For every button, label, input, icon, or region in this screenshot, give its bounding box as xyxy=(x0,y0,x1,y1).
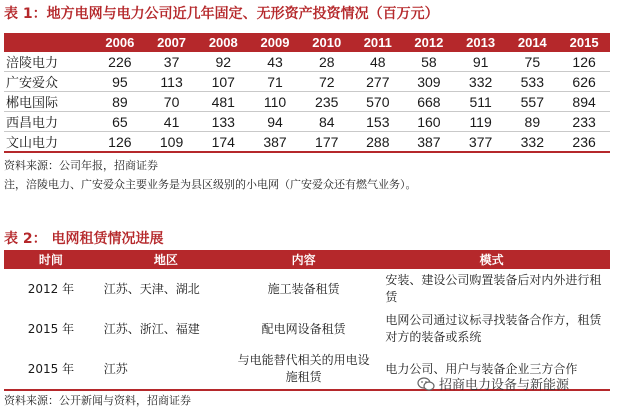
year-header: 2011 xyxy=(353,33,403,52)
company-header xyxy=(4,33,94,52)
watermark-text: 招商电力设备与新能源 xyxy=(439,378,570,393)
value-cell: 387 xyxy=(403,132,455,153)
table-row xyxy=(4,52,610,72)
company-name: 西昌电力 xyxy=(4,112,94,132)
time-cell: 2012 年 xyxy=(27,281,75,296)
value-cell: 113 xyxy=(146,72,198,92)
value-cell: 109 xyxy=(146,132,198,153)
value-cell: 481 xyxy=(197,92,249,112)
time-cell: 2015 年 xyxy=(27,321,75,336)
year-header: 2015 xyxy=(558,33,610,52)
value-cell: 72 xyxy=(301,72,353,92)
value-cell: 309 xyxy=(403,72,455,92)
mode-header: 模式 xyxy=(373,250,610,269)
value-cell: 94 xyxy=(249,112,301,132)
value-cell: 95 xyxy=(94,72,146,92)
value-cell: 226 xyxy=(94,52,146,72)
value-cell: 570 xyxy=(353,92,403,112)
value-cell: 89 xyxy=(506,112,558,132)
area-header: 地区 xyxy=(98,250,234,269)
table1-note: 注，涪陵电力、广安爱众主要业务是为县区级别的小电网（广安爱众还有燃气业务）。 xyxy=(4,178,417,191)
value-cell: 177 xyxy=(301,132,353,153)
value-cell: 110 xyxy=(249,92,301,112)
company-name: 广安爱众 xyxy=(4,72,94,92)
table2-title: 表 2： 电网租赁情况进展 xyxy=(4,231,164,247)
value-cell: 332 xyxy=(506,132,558,153)
value-cell: 288 xyxy=(353,132,403,153)
table-row xyxy=(4,92,610,112)
year-header: 2014 xyxy=(506,33,558,52)
value-cell: 626 xyxy=(558,72,610,92)
company-name: 郴电国际 xyxy=(4,92,94,112)
value-cell: 91 xyxy=(455,52,507,72)
value-cell: 84 xyxy=(301,112,353,132)
table1-title: 表 1：地方电网与电力公司近几年固定、无形资产投资情况（百万元） xyxy=(4,6,439,22)
table-row xyxy=(4,309,610,349)
company-name: 涪陵电力 xyxy=(4,52,94,72)
value-cell: 894 xyxy=(558,92,610,112)
value-cell: 174 xyxy=(197,132,249,153)
value-cell: 377 xyxy=(455,132,507,153)
value-cell: 107 xyxy=(197,72,249,92)
value-cell: 37 xyxy=(146,52,198,72)
leasing-table xyxy=(4,250,610,391)
watermark xyxy=(417,374,569,393)
value-cell: 153 xyxy=(353,112,403,132)
table-row xyxy=(4,112,610,132)
wechat-icon xyxy=(417,377,435,391)
company-name: 文山电力 xyxy=(4,132,94,153)
year-header: 2009 xyxy=(249,33,301,52)
value-cell: 668 xyxy=(403,92,455,112)
value-cell: 160 xyxy=(403,112,455,132)
area-cell: 江苏、浙江、福建 xyxy=(103,321,200,336)
value-cell: 235 xyxy=(301,92,353,112)
time-header: 时间 xyxy=(4,250,98,269)
year-header: 2006 xyxy=(94,33,146,52)
value-cell: 41 xyxy=(146,112,198,132)
value-cell: 75 xyxy=(506,52,558,72)
year-header: 2007 xyxy=(146,33,198,52)
value-cell: 387 xyxy=(249,132,301,153)
table-row xyxy=(4,132,610,153)
value-cell: 236 xyxy=(558,132,610,153)
table2-source: 资料来源：公开新闻与资料，招商证券 xyxy=(4,394,191,407)
content-cell: 配电网设备租赁 xyxy=(261,321,346,336)
time-cell: 2015 年 xyxy=(4,349,98,390)
value-cell: 48 xyxy=(353,52,403,72)
value-cell: 133 xyxy=(197,112,249,132)
value-cell: 332 xyxy=(455,72,507,92)
mode-cell: 安装、建设公司购置装备后对内外进行租赁 xyxy=(385,273,602,304)
area-cell: 江苏、天津、湖北 xyxy=(103,281,200,296)
value-cell: 233 xyxy=(558,112,610,132)
value-cell: 126 xyxy=(94,132,146,153)
value-cell: 65 xyxy=(94,112,146,132)
value-cell: 126 xyxy=(558,52,610,72)
value-cell: 557 xyxy=(506,92,558,112)
mode-cell: 电网公司通过议标寻找装备合作方，租赁对方的装备或系统 xyxy=(385,313,602,344)
value-cell: 119 xyxy=(455,112,507,132)
value-cell: 58 xyxy=(403,52,455,72)
area-cell: 江苏 xyxy=(98,349,234,390)
value-cell: 70 xyxy=(146,92,198,112)
value-cell: 533 xyxy=(506,72,558,92)
investment-table xyxy=(4,33,610,153)
content-cell: 与电能替代相关的用电设施租赁 xyxy=(234,349,373,390)
table-row xyxy=(4,72,610,92)
value-cell: 43 xyxy=(249,52,301,72)
mode-cell: 电力公司、用户与装备企业三方合作 xyxy=(373,349,610,390)
value-cell: 277 xyxy=(353,72,403,92)
value-cell: 71 xyxy=(249,72,301,92)
year-header: 2012 xyxy=(403,33,455,52)
year-header: 2013 xyxy=(455,33,507,52)
table1-source: 资料来源：公司年报，招商证券 xyxy=(4,159,158,172)
table-header-row xyxy=(4,250,610,269)
value-cell: 511 xyxy=(455,92,507,112)
content-cell: 施工装备租赁 xyxy=(267,281,340,296)
content-header: 内容 xyxy=(234,250,373,269)
value-cell: 92 xyxy=(197,52,249,72)
year-header: 2010 xyxy=(301,33,353,52)
value-cell: 28 xyxy=(301,52,353,72)
year-header: 2008 xyxy=(197,33,249,52)
table-row xyxy=(4,269,610,309)
table-header-row xyxy=(4,33,610,52)
value-cell: 89 xyxy=(94,92,146,112)
